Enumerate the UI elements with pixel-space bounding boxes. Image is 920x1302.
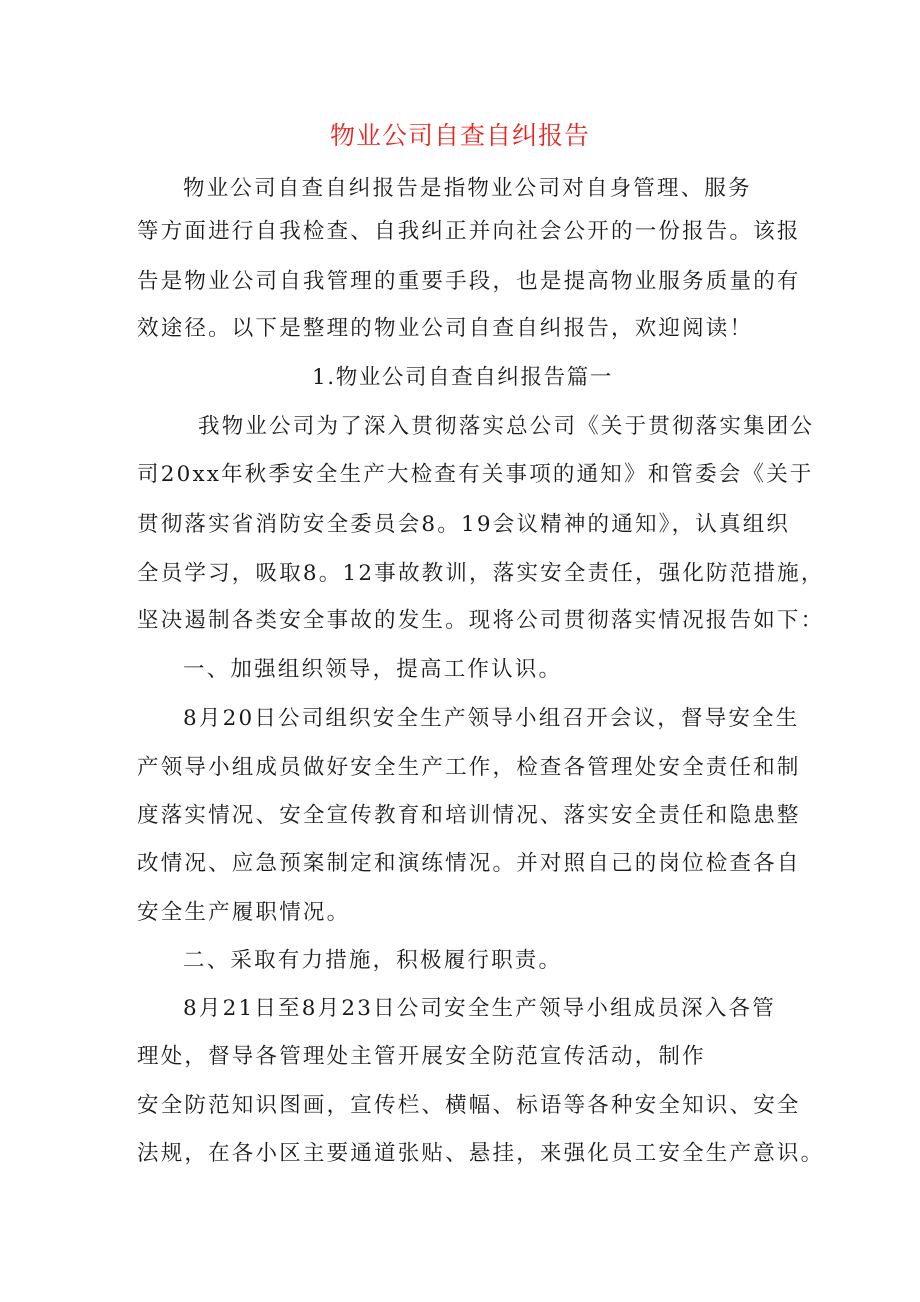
paragraph-line: 司20xx年秋季安全生产大检查有关事项的通知》和管委会《关于 xyxy=(137,462,814,487)
paragraph-line: 产领导小组成员做好安全生产工作，检查各管理处安全责任和制 xyxy=(137,755,801,780)
paragraph-line: 安全生产履职情况。 xyxy=(137,900,351,925)
paragraph-line: 改情况、应急预案制定和演练情况。并对照自己的岗位检查各自 xyxy=(137,851,801,876)
paragraph-line: 全员学习，吸取8。12事故教训，落实安全责任，强化防范措施， xyxy=(137,561,825,586)
paragraph-line: 度落实情况、安全宣传教育和培训情况、落实安全责任和隐患整 xyxy=(137,803,801,828)
paragraph-line: 安全防范知识图画，宣传栏、横幅、标语等各种安全知识、安全 xyxy=(137,1093,801,1118)
paragraph-line: 贯彻落实省消防安全委员会8。19会议精神的通知》，认真组织 xyxy=(137,512,791,537)
paragraph-line: 物业公司自查自纠报告是指物业公司对自身管理、服务 xyxy=(183,176,752,201)
paragraph-line: 效途径。以下是整理的物业公司自查自纠报告，欢迎阅读！ xyxy=(137,316,754,341)
paragraph-line: 告是物业公司自我管理的重要手段，也是提高物业服务质量的有 xyxy=(137,269,801,294)
paragraph-line: 法规，在各小区主要通道张贴、悬挂，来强化员工安全生产意识。 xyxy=(137,1141,825,1166)
paragraph-line: 坚决遏制各类安全事故的发生。现将公司贯彻落实情况报告如下： xyxy=(137,608,825,633)
paragraph-line: 理处，督导各管理处主管开展安全防范宣传活动，制作 xyxy=(137,1044,706,1069)
paragraph-line: 8月21日至8月23日公司安全生产领导小组成员深入各管 xyxy=(183,996,776,1021)
section-heading: 1.物业公司自查自纠报告篇一 xyxy=(312,365,613,390)
paragraph-line: 我物业公司为了深入贯彻落实总公司《关于贯彻落实集团公 xyxy=(198,414,815,439)
subsection-heading: 一、加强组织领导，提高工作认识。 xyxy=(183,657,563,682)
paragraph-line: 等方面进行自我检查、自我纠正并向社会公开的一份报告。该报 xyxy=(137,219,801,244)
document-title: 物业公司自查自纠报告 xyxy=(329,121,590,150)
subsection-heading: 二、采取有力措施，积极履行职责。 xyxy=(183,948,563,973)
paragraph-line: 8月20日公司组织安全生产领导小组召开会议，督导安全生 xyxy=(183,706,800,731)
